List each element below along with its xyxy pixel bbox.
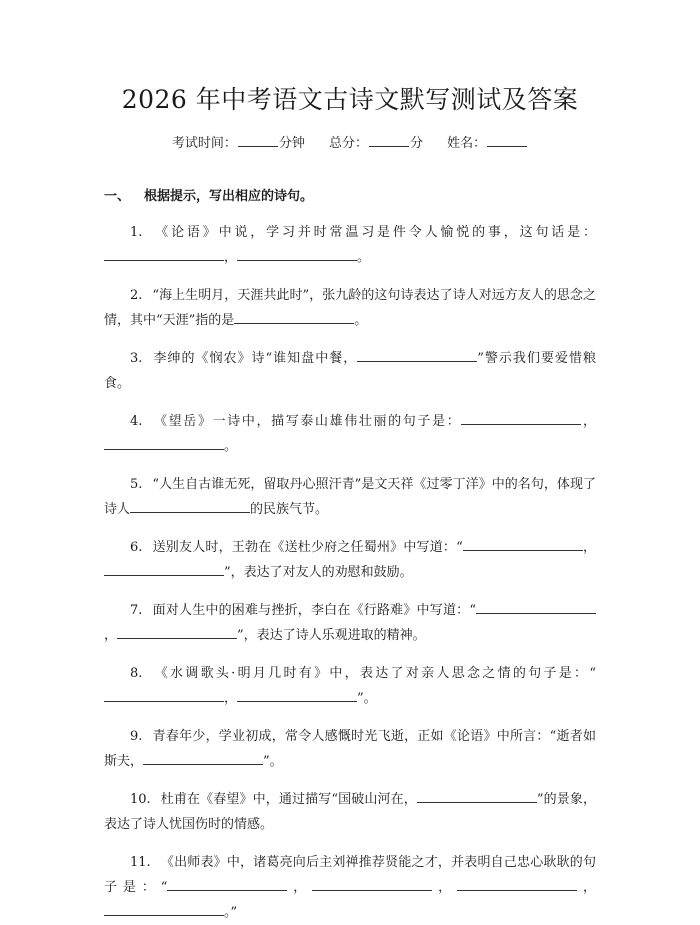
answer-blank[interactable] (457, 876, 577, 891)
question-item (104, 724, 596, 774)
question-text: ， (224, 691, 238, 706)
total-score-blank[interactable] (369, 133, 409, 147)
question-text: ， (582, 540, 596, 555)
answer-blank[interactable] (143, 750, 263, 765)
answer-blank[interactable] (117, 624, 237, 639)
question-text: 《望岳》一诗中，描写泰山雄伟壮丽的句子是： (152, 414, 462, 429)
answer-blank[interactable] (104, 901, 224, 916)
exam-time-unit: 分钟 (278, 136, 305, 151)
exam-time-label: 考试时间： (171, 136, 237, 151)
answer-blank[interactable] (104, 435, 224, 450)
answer-blank[interactable] (417, 788, 537, 803)
question-item (104, 598, 596, 648)
question-text: 《出师表》中，诸葛亮向后主刘禅推荐贤能之才，并表明自己忠心耿耿的句子是：“ (104, 855, 596, 895)
question-text: ”。 (263, 754, 283, 769)
section-number: 一、 (104, 189, 131, 204)
question-number: 11. (130, 855, 151, 870)
answer-blank[interactable] (104, 561, 224, 576)
question-text: 杜甫在《春望》中，通过描写“国破山河在， (160, 792, 417, 807)
question-text: ”，表达了诗人乐观进取的精神。 (237, 628, 426, 643)
question-text: ”，表达了对友人的劝慰和鼓励。 (224, 565, 413, 580)
question-list (104, 220, 596, 925)
question-item (104, 283, 596, 333)
question-number: 1. (130, 225, 143, 240)
question-text: ”的景象，表达了诗人忧国伤时的情感。 (104, 792, 596, 832)
question-text: ”。 (357, 691, 377, 706)
question-text: ， (581, 414, 596, 429)
question-text: 面对人生中的困难与挫折，李白在《行路难》中写道：“ (152, 603, 476, 618)
question-text: 《论语》中说，学习并时常温习是件令人愉悦的事，这句话是： (152, 225, 596, 240)
answer-blank[interactable] (234, 309, 354, 324)
answer-blank[interactable] (237, 246, 357, 261)
question-item (104, 850, 596, 925)
student-name-label: 姓名： (447, 136, 487, 151)
question-number: 6. (130, 540, 143, 555)
question-number: 8. (130, 666, 143, 681)
section-heading (104, 187, 596, 207)
question-text: ， (287, 880, 313, 895)
question-text: 青春年少，学业初成，常令人感慨时光飞逝，正如《论语》中所言：“逝者如斯夫， (104, 729, 596, 769)
question-text: “人生自古谁无死，留取丹心照汗青”是文天祥《过零丁洋》中的名句，体现了诗人 (104, 477, 596, 517)
question-text: ， (224, 250, 238, 265)
exam-info-line (104, 133, 596, 154)
question-item (104, 661, 596, 711)
answer-blank[interactable] (104, 687, 224, 702)
answer-blank[interactable] (463, 536, 583, 551)
answer-blank[interactable] (476, 599, 596, 614)
answer-blank[interactable] (130, 498, 250, 513)
question-text: ， (432, 880, 458, 895)
question-item (104, 472, 596, 522)
question-text: ”警示我们要爱惜粮食。 (104, 351, 596, 391)
question-number: 3. (130, 351, 143, 366)
question-text: 李绅的《悯农》诗“谁知盘中餐， (152, 351, 358, 366)
answer-blank[interactable] (461, 410, 581, 425)
question-number: 2. (130, 288, 143, 303)
question-text: 。” (224, 905, 238, 920)
answer-blank[interactable] (104, 246, 224, 261)
question-text: ， (104, 628, 118, 643)
question-item (104, 346, 596, 396)
question-number: 4. (130, 414, 143, 429)
question-item (104, 409, 596, 459)
page-title: 2026 年中考语文古诗文默写测试及答案 (121, 85, 579, 114)
answer-blank[interactable] (312, 876, 432, 891)
total-score-label: 总分： (328, 136, 368, 151)
student-name-blank[interactable] (487, 133, 527, 147)
question-text: 的民族气节。 (250, 502, 329, 517)
total-score-unit: 分 (410, 136, 424, 151)
total-score-info (329, 133, 423, 154)
question-item (104, 220, 596, 270)
answer-blank[interactable] (357, 347, 477, 362)
question-text: ， (577, 880, 596, 895)
question-item (104, 787, 596, 837)
question-text: 。 (354, 313, 368, 328)
question-text: 送别友人时，王勃在《送杜少府之任蜀州》中写道：“ (152, 540, 463, 555)
answer-blank[interactable] (237, 687, 357, 702)
student-name-info (447, 133, 528, 154)
question-number: 9. (130, 729, 143, 744)
question-number: 7. (130, 603, 143, 618)
question-number: 5. (130, 477, 143, 492)
question-text: 。 (357, 250, 371, 265)
exam-time-blank[interactable] (238, 133, 278, 147)
question-text: 《水调歌头·明月几时有》中，表达了对亲人思念之情的句子是：“ (152, 666, 596, 681)
question-text: 。 (224, 439, 238, 454)
question-item (104, 535, 596, 585)
section-heading-text: 根据提示，写出相应的诗句。 (144, 189, 314, 204)
answer-blank[interactable] (167, 876, 287, 891)
exam-time-info (172, 133, 305, 154)
question-text: “海上生明月，天涯共此时”，张九龄的这句诗表达了诗人对远方友人的思念之情，其中“天涯”指的是 (104, 288, 596, 328)
question-number: 10. (130, 792, 151, 807)
